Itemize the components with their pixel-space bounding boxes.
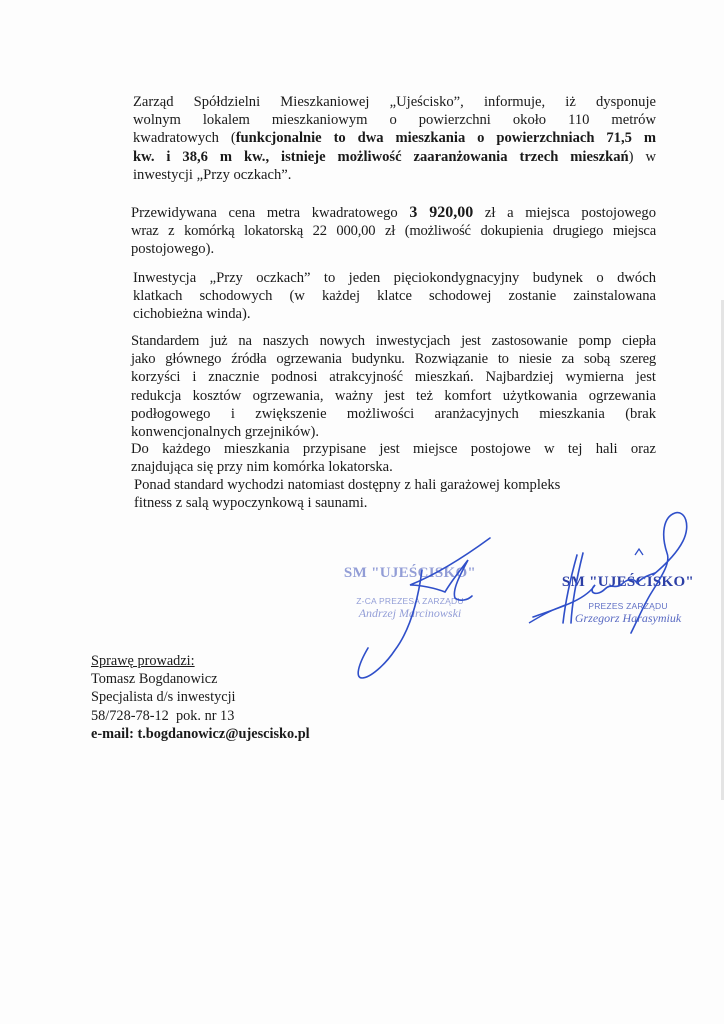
text-line xyxy=(131,204,656,222)
text-line: jako głównego źródła ogrzewania budynku. Rozwiązanie to niesie za sobą szereg xyxy=(131,351,656,368)
text-line: redukcja kosztów ogrzewania, ważny jest też komfort użytkowania ogrzewania xyxy=(131,387,656,404)
paragraph-investment xyxy=(133,269,656,324)
paragraph-price xyxy=(131,204,656,259)
text-bold: funkcjonalnie to dwa mieszkania o powierzchniach 71,5 m xyxy=(235,130,656,147)
text-line: cichobieżna winda). xyxy=(133,306,251,323)
stamp-organization: SM "UJEŚCISKO" xyxy=(561,574,695,590)
text-line: Do każdego mieszkania przypisane jest miejsce postojowe w tej hali oraz xyxy=(131,441,656,457)
contact-name: Tomasz Bogdanowicz xyxy=(91,671,218,688)
text-line: korzyści i znacznie podnosi atrakcyjność mieszkań. Najbardziej wymierna jest xyxy=(131,369,656,386)
paragraph-heat-pumps xyxy=(131,332,656,441)
text-plain: zł a miejsca postojowego xyxy=(473,205,656,221)
stamp-role: Z-CA PREZESA ZARZĄDU xyxy=(356,596,464,606)
paragraph-intro xyxy=(133,93,656,184)
text-bold: kw. i 38,6 m kw., istnieje możliwość zaaranżowania trzech mieszkań xyxy=(133,148,629,165)
text-plain: kwadratowych ( xyxy=(133,130,236,147)
text-line: Standardem już na naszych nowych inwestycjach jest zastosowanie pomp ciepła xyxy=(131,333,656,349)
contact-position: Specjalista d/s inwestycji xyxy=(91,689,236,706)
text-line: klatkach schodowych (w każdej klatce schodowej zostanie zainstalowana xyxy=(133,288,656,305)
text-line: inwestycji „Przy oczkach”. xyxy=(133,166,292,183)
text-plain: Przewidywana cena metra kwadratowego xyxy=(131,205,410,221)
text-line: wraz z komórką lokatorską 22 000,00 zł (możliwość dokupienia drugiego miejsca xyxy=(131,223,656,240)
stamp-name: Andrzej Marcinowski xyxy=(358,606,462,620)
text-line: Zarząd Spółdzielni Mieszkaniowej „Ujeścisko”, informuje, iż dysponuje xyxy=(133,94,656,110)
price-value: 3 920,00 xyxy=(409,204,474,221)
text-line: Ponad standard wychodzi natomiast dostępny z hali garażowej kompleks xyxy=(134,477,561,493)
signature-vice-president xyxy=(340,530,500,690)
text-line: fitness z salą wypoczynkową i saunami. xyxy=(134,495,368,512)
stamp-organization: SM "UJEŚCISKO" xyxy=(343,565,477,581)
signature-president xyxy=(525,505,715,645)
text-line: podłogowego i zwiększenie możliwości aranżacyjnych mieszkania (brak xyxy=(131,405,656,422)
stamp-role: PREZES ZARZĄDU xyxy=(588,601,668,611)
contact-phone: 58/728-78-12 pok. nr 13 xyxy=(91,707,235,724)
text-line: znajdująca się przy nim komórka lokatorska. xyxy=(131,459,393,476)
contact-email[interactable]: e-mail: t.bogdanowicz@ujescisko.pl xyxy=(91,725,310,742)
paragraph-parking xyxy=(131,440,656,476)
text-line: wolnym lokalem mieszkaniowym o powierzchni około 110 metrów xyxy=(133,112,656,129)
stamp-name: Grzegorz Harasymiuk xyxy=(574,611,682,625)
contact-block xyxy=(91,652,310,743)
text-plain: ) w xyxy=(628,148,656,165)
contact-heading: Sprawę prowadzi: xyxy=(91,653,195,669)
text-line xyxy=(133,148,656,166)
text-line: Inwestycja „Przy oczkach” to jeden pięciokondygnacyjny budynek o dwóch xyxy=(133,270,656,286)
text-line: postojowego). xyxy=(131,241,215,258)
text-line xyxy=(133,129,656,147)
text-line: konwencjonalnych grzejników). xyxy=(131,424,320,441)
